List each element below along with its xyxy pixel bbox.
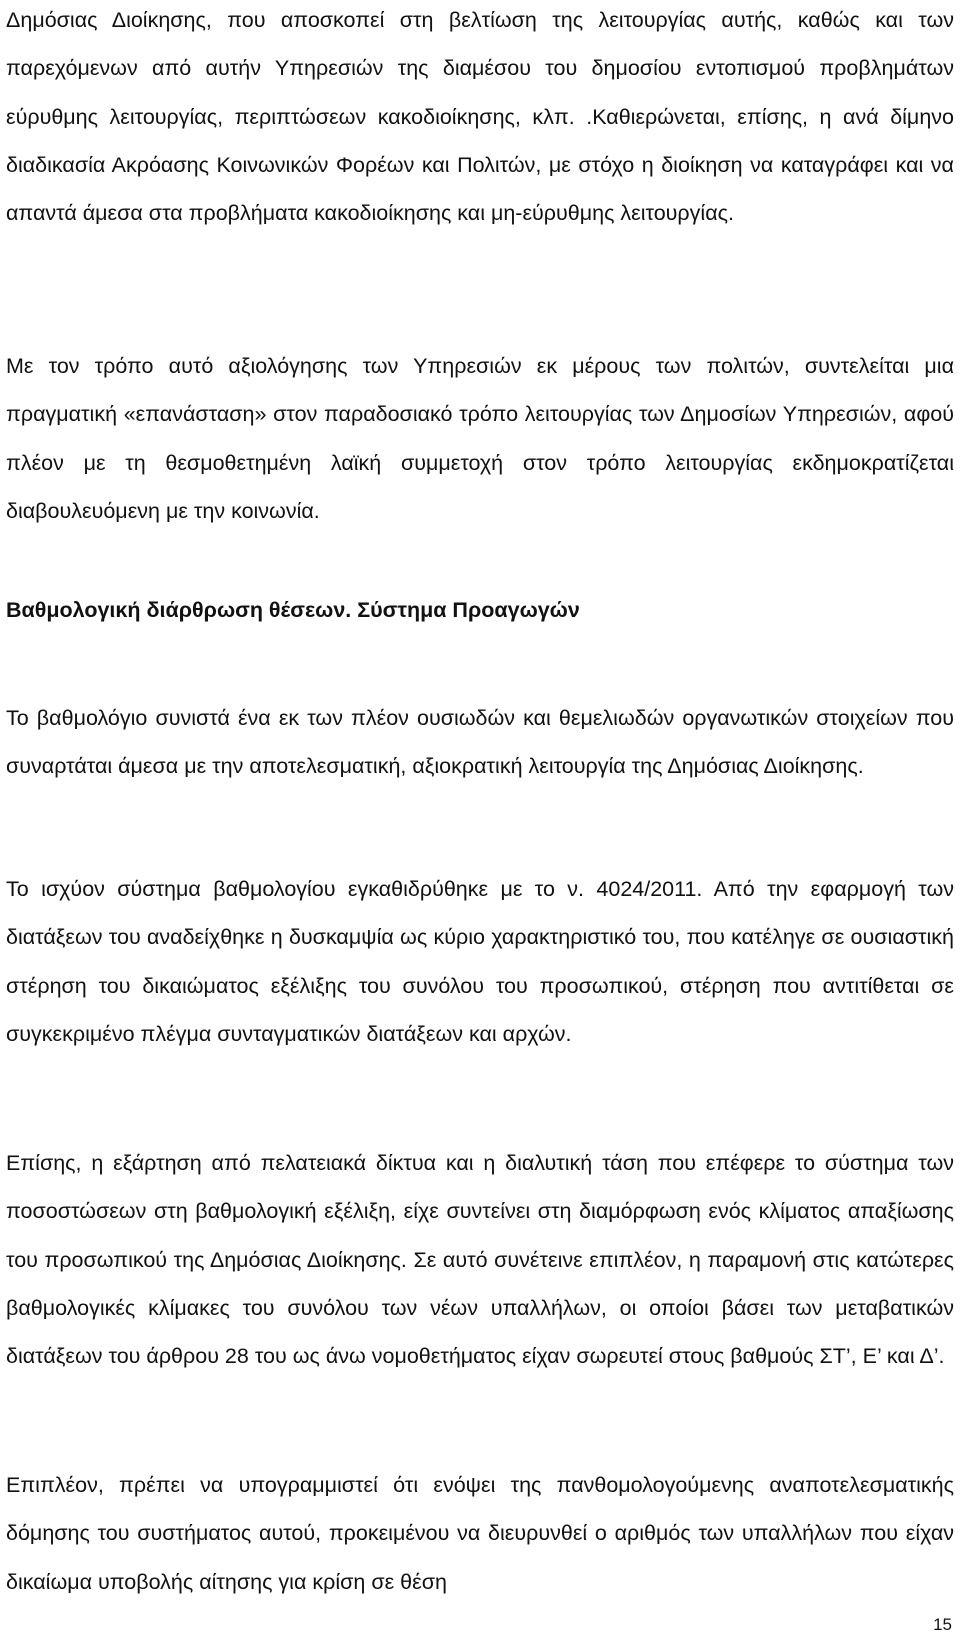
page-number: 15: [933, 1615, 952, 1634]
paragraph: Δημόσιας Διοίκησης, που αποσκοπεί στη βελτίωση της λειτουργίας αυτής, καθώς και των παρεχόμενων από αυτήν Υπηρεσιών της διαμέσου του δημοσίου εντοπισμού προβλημάτων εύρυθμης λειτουργίας, περιπτώσεων κακοδιοίκησης, κλπ. .Καθιερώνεται, επίσης, η ανά δίμηνο διαδικασία Ακρόασης Κοινωνικών Φορέων και Πολιτών, με στόχο η διοίκηση να καταγράφει και να απαντά άμεσα στα προβλήματα κακοδιοίκησης και μη-εύρυθμης λειτουργίας.: [6, 8, 954, 226]
paragraph: Επίσης, η εξάρτηση από πελατειακά δίκτυα και η διαλυτική τάση που επέφερε το σύστημα των ποσοστώσεων στη βαθμολογική εξέλιξη, είχε συντείνει στη διαμόρφωση ενός κλίματος απαξίωσης του προσωπικού της Δημόσιας Διοίκησης. Σε αυτό συνέτεινε επιπλέον, η παραμονή στις κατώτερες βαθμολογικές κλίμακες του συνόλου των νέων υπαλλήλων, οι οποίοι βάσει των μεταβατικών διατάξεων του άρθρου 28 του ως άνω νομοθετήματος είχαν σωρευτεί στους βαθμούς ΣΤ’, Ε’ και Δ’.: [6, 1151, 954, 1369]
paragraph: Το βαθμολόγιο συνιστά ένα εκ των πλέον ουσιωδών και θεμελιωδών οργανωτικών στοιχείων που συναρτάται άμεσα με την αποτελεσματική, αξιοκρατική λειτουργία της Δημόσιας Διοίκησης.: [6, 706, 954, 779]
section-heading: Βαθμολογική διάρθρωση θέσεων. Σύστημα Προαγωγών: [6, 598, 580, 622]
paragraph: Το ισχύον σύστημα βαθμολογίου εγκαθιδρύθηκε με το ν. 4024/2011. Από την εφαρμογή των διατάξεων του αναδείχθηκε η δυσκαμψία ως κύριο χαρακτηριστικό του, που κατέληγε σε ουσιαστική στέρηση του δικαιώματος εξέλιξης του συνόλου του προσωπικού, στέρηση που αντιτίθεται σε συγκεκριμένο πλέγμα συνταγματικών διατάξεων και αρχών.: [6, 877, 954, 1046]
paragraph: Επιπλέον, πρέπει να υπογραμμιστεί ότι ενόψει της πανθομολογούμενης αναποτελεσματικής δόμησης του συστήματος αυτού, προκειμένου να διευρυνθεί ο αριθμός των υπαλλήλων που είχαν δικαίωμα υποβολής αίτησης για κρίση σε θέση: [6, 1473, 954, 1594]
paragraph: Με τον τρόπο αυτό αξιολόγησης των Υπηρεσιών εκ μέρους των πολιτών, συντελείται μια πραγματική «επανάσταση» στον παραδοσιακό τρόπο λειτουργίας των Δημοσίων Υπηρεσιών, αφού πλέον με τη θεσμοθετημένη λαϊκή συμμετοχή στον τρόπο λειτουργίας εκδημοκρατίζεται διαβουλευόμενη με την κοινωνία.: [6, 354, 954, 523]
